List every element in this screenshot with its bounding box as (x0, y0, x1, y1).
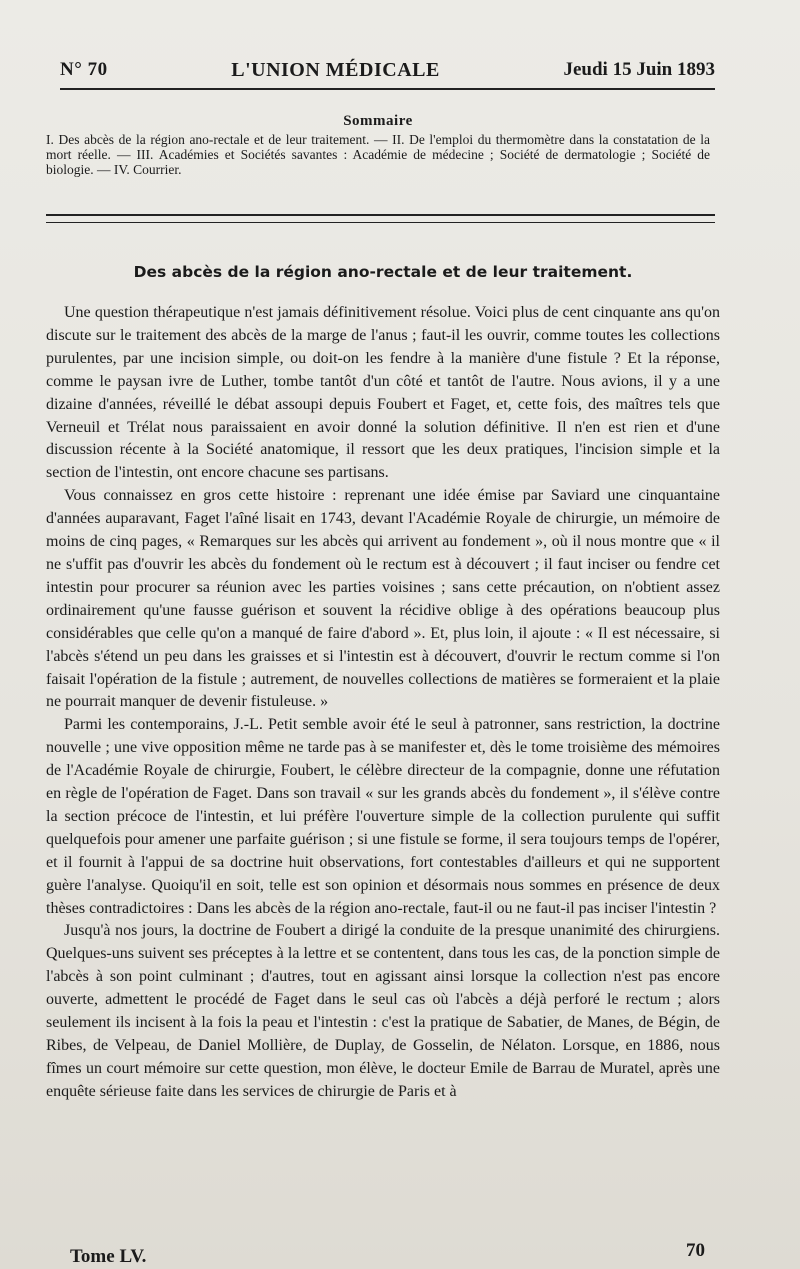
issue-number: N° 70 (60, 59, 108, 80)
volume-label: Tome LV. (70, 1246, 147, 1267)
article-paragraph: Parmi les contemporains, J.-L. Petit semble avoir été le seul à patronner, sans restriction, la doctrine nouvelle ; une vive opposition même ne tarde pas à se manifester et, dès le tome troisième des mémoires de l'Académie Royale de chirurgie, Foubert, le célèbre directeur de la compagnie, donne une réfutation en règle de l'opération de Faget. Dans son travail « sur les grands abcès du fondement », il s'élève contre la section précoce de l'intestin, et lui préfère l'ouverture simple de la collection purulente qui suffit quelquefois pour amener une parfaite guérison ; si une fistule se forme, il sera toujours temps de l'opérer, et il fournit à l'appui de sa doctrine huit observations, fort contestables d'ailleurs et qui ne supportent guère l'analyse. Quoiqu'il en soit, telle est son opinion et désormais nous sommes en présence de deux thèses contradictoires : Dans les abcès de la région ano-rectale, faut-il ou ne faut-il pas inciser l'intestin ? (46, 716, 720, 917)
article-paragraph: Jusqu'à nos jours, la doctrine de Foubert a dirigé la conduite de la presque unanimité des chirurgiens. Quelques-uns suivent ses préceptes à la lettre et se contentent, dans tous les cas, de la ponction simple de l'abcès à son point culminant ; d'autres, tout en agissant ainsi lorsque la collection n'est pas encore ouverte, admettent le procédé de Faget dans le seul cas où l'abcès a déjà perforé le rectum ; alors seulement ils incisent à la fois la peau et l'intestin : c'est la pratique de Sabatier, de Manes, de Bégin, de Ribes, de Velpeau, de Daniel Mollière, de Duplay, de Gosselin, de Nélaton. Lorsque, en 1886, nous fîmes un court mémoire sur cette question, mon élève, le docteur Emile de Barrau de Muratel, après une enquête sérieuse faite dans les services de chirurgie de Paris et à (46, 922, 720, 1100)
journal-title: L'UNION MÉDICALE (231, 58, 440, 81)
sommaire-text: I. Des abcès de la région ano-rectale et de leur traitement. — II. De l'emploi du thermomètre dans la constatation de la mort réelle. — III. Académies et Sociétés savantes : Académie de médecine ; Société de dermatologie ; Société de biologie. — IV. Courrier. (46, 132, 710, 177)
article-body (46, 302, 720, 1104)
article-paragraph: Vous connaissez en gros cette histoire : reprenant une idée émise par Saviard une cinquantaine d'années auparavant, Faget l'aîné lisait en 1743, devant l'Académie Royale de chirurgie, un mémoire de moins de cinq pages, « Remarques sur les abcès qui arrivent au fondement », où il nous montre que « il ne s'uffit pas d'ouvrir les abcès du fondement où le rectum est à découvert ; il faut inciser ou fendre cet intestin pour procurer sa réunion avec les parties voisines ; sans cette précaution, on n'obtient assez ordinairement qu'une fausse guérison et souvent la récidive oblige à des opérations beaucoup plus considérables que celle qu'on a manqué de faire d'abord ». Et, plus loin, il ajoute : « Il est nécessaire, si l'abcès s'étend un peu dans les graisses et si l'intestin est à découvert, d'ouvrir le rectum comme si l'on faisait l'opération de la fistule ; autrement, de nouvelles collections de matières se formeraient et la plaie ne pourrait manquer de devenir fistuleuse. » (46, 487, 720, 711)
section-divider (46, 214, 715, 223)
page-number: 70 (686, 1240, 705, 1261)
article-title: Des abcès de la région ano-rectale et de leur traitement. (133, 263, 633, 281)
page-header (60, 52, 715, 90)
sommaire-title: Sommaire (343, 113, 413, 129)
page-footer (70, 1240, 705, 1266)
issue-date: Jeudi 15 Juin 1893 (563, 59, 715, 80)
table-of-contents (46, 113, 710, 177)
article-paragraph: Une question thérapeutique n'est jamais définitivement résolue. Voici plus de cent cinquante ans qu'on discute sur le traitement des abcès de la marge de l'anus ; faut-il les ouvrir, comme toutes les collections purulentes, par une incision simple, ou doit-on les fendre à la manière d'une fistule ? Et la réponse, comme le paysan ivre de Luther, tombe tantôt d'un côté et tantôt de l'autre. Nous avions, il y a une dizaine d'années, réveillé le débat assoupi depuis Foubert et Faget, et, cette fois, des maîtres tels que Verneuil et Trélat nous paraissaient en avoir donné la solution définitive. Il n'en est rien et d'une discussion récente à la Société anatomique, il ressort que les deux pratiques, l'incision simple et la section de l'intestin, ont encore chacune ses partisans. (46, 304, 720, 482)
